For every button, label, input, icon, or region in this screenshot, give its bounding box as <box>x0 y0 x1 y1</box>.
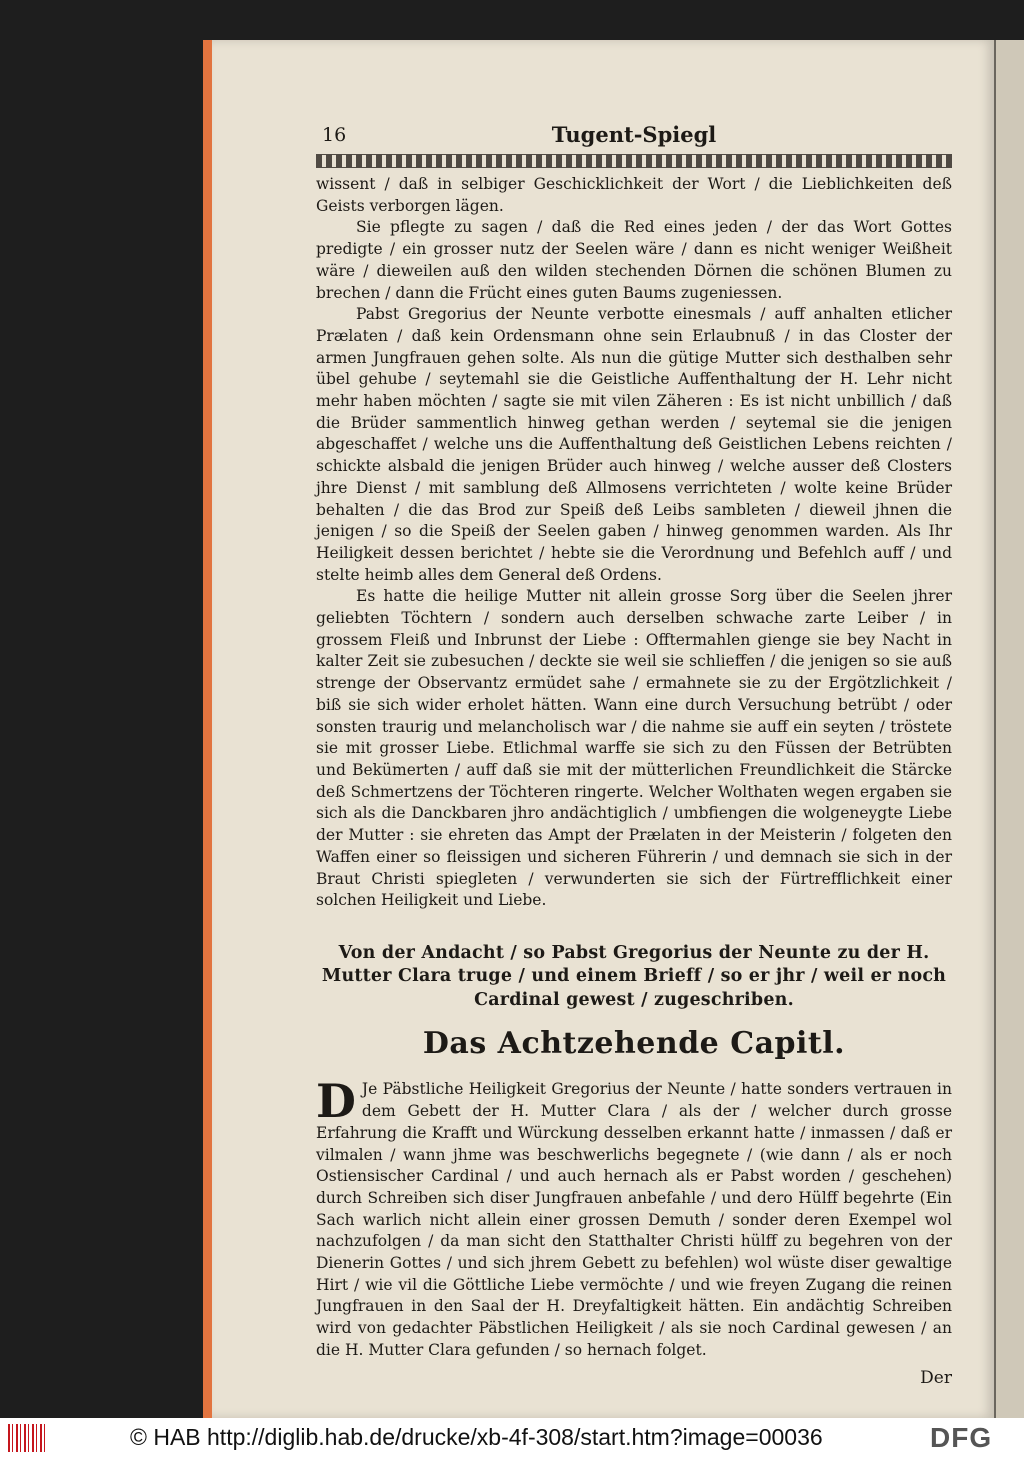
page-number: 16 <box>322 124 347 146</box>
chapter-title: Das Achtzehende Capitl. <box>422 1026 846 1062</box>
chapter-paragraph-text: Je Päbstliche Heiligkeit Gregorius der Neunte / hatte sonders vertrauen in dem Gebett der H. Mutter Clara / als der / welcher durch grosse Erfahrung die Krafft und Würckung desselben erkannt hatte / inmassen / daß er vilmalen / wann jhme was beschwerlichs begegnete / (wie dann / als er noch Ostiensischer Cardinal / und auch hernach als er Pabst worden / geschehen) durch Schreiben sich diser Jungfrauen anbefahle / und dero Hülff begehrte (Ein Sach warlich nicht allein einer grossen Demuth / sonder deren Exempel wol nachzufolgen / da man sicht den Statthalter Christi hülff zu begehren von der Dienerin Gottes / und sich jhrem Gebett zu befehlen) wol wüste diser gewaltige Hirt / wie vil die Göttliche Liebe vermöchte / und wie freyen Zugang die reinen Jungfrauen in den Saal der H. Dreyfaltigkeit hätten. Ein andächtig Schreiben wird von gedachter Päbstlichen Heiligkeit / als sie noch Cardinal gewesen / an die H. Mutter Clara gefunden / so hernach folget. <box>316 1080 952 1359</box>
chapter-paragraph <box>316 1074 952 1361</box>
ornamental-rule <box>316 154 952 168</box>
hab-barcode-icon <box>8 1424 46 1452</box>
footer-bar <box>0 1418 1024 1458</box>
running-title: Tugent-Spiegl <box>551 122 717 147</box>
catchword: Der <box>920 1367 952 1388</box>
next-page-edge <box>994 40 1024 1418</box>
section-heading: Von der Andacht / so Pabst Gregorius der Neunte zu der H. Mutter Clara truge / und einem Brieff / so er jhr / weil er noch Cardinal gewest / zugeschriben. <box>321 942 947 1010</box>
page-content <box>316 120 952 1388</box>
dfg-logo: DFG <box>930 1422 993 1453</box>
footer-url-text[interactable]: © HAB http://diglib.hab.de/drucke/xb-4f-308/start.htm?image=00036 <box>130 1424 823 1450</box>
paragraph: Sie pflegte zu sagen / daß die Red eines jeden / der das Wort Gottes predigte / ein grosser nutz der Seelen wäre / dann es nicht weniger Weißheit wäre / dieweilen auß den wilden stechenden Dörnen die schönen Blumen zu brechen / dann die Frücht eines guten Baums zugeniessen. <box>316 218 952 302</box>
paragraph: Es hatte die heilige Mutter nit allein grosse Sorg über die Seelen jhrer geliebten Töchtern / sondern auch derselben schwache zarte Leiber / in grossem Fleiß und Inbrunst der Liebe : Offtermahlen gienge sie bey Nacht in kalter Zeit sie zubesuchen / deckte sie weil sie schlieffen / die jenigen so sie auß strenge der Observantz ermüdet sahe / ermahnete sie zu der Ergötzlichkeit / biß sie sich wider erholet hätten. Wann eine durch Versuchung betrübt / oder sonsten traurig und melancholisch war / die nahme sie auff ein seyten / tröstete sie mit grosser Liebe. Etlichmal warffe sie sich zu den Füssen der Betrübten und Bekümerten / auff daß sie mit der mütterlichen Freundlichkeit die Stärcke deß Schmertzens der Töchteren ringerte. Welcher Wolthaten wegen ergaben sie sich als die Danckbaren jhro andächtiglich / umbfiengen die wolgeneygte Liebe der Mutter : sie ehreten das Ampt der Prælaten in der Meisterin / folgeten den Waffen einer so fleissigen und sicheren Führerin / und demnach sie sich in der Braut Christi spiegleten / verwunderten sie sich der Fürtrefflichkeit einer solchen Heiligkeit und Liebe. <box>316 587 952 910</box>
page-edge <box>203 40 212 1418</box>
drop-cap: D <box>316 1074 356 1129</box>
catchword-row <box>316 1368 952 1388</box>
paragraph-continuation: wissent / daß in selbiger Geschicklichkeit der Wort / die Lieblichkeiten deß Geists verborgen lägen. <box>316 175 952 215</box>
page-header <box>316 120 952 150</box>
paragraph: Pabst Gregorius der Neunte verbotte einesmals / auff anhalten etlicher Prælaten / daß kein Ordensmann ohne sein Erlaubnuß / in das Closter der armen Jungfrauen gehen solte. Als nun die gütige Mutter sich desthalben sehr übel gehube / seytemahl sie die Geistliche Auffenthaltung der H. Lehr nicht mehr haben möchten / sagte sie mit vilen Zäheren : Es ist nicht unbillich / daß die Brüder sammentlich hinweg gethan werden / seytemal sie die jenigen abgeschaffet / welche uns die Auffenthaltung deß Geistlichen Lebens reichten / schickte alsbald die jenigen Brüder auch hinweg / welche ausser deß Closters jhre Dienst / mit samblung deß Allmosens verrichteten / wolte keine Brüder behalten / die das Brod zur Speiß deß Leibs sambleten / dieweil jhnen die jenigen / so die Speiß der Seelen gaben / hinweg genommen warden. Als Ihr Heiligkeit dessen berichtet / hebte sie die Verordnung und Befehlch auff / und stelte heimb alles dem General deß Ordens. <box>316 305 952 584</box>
